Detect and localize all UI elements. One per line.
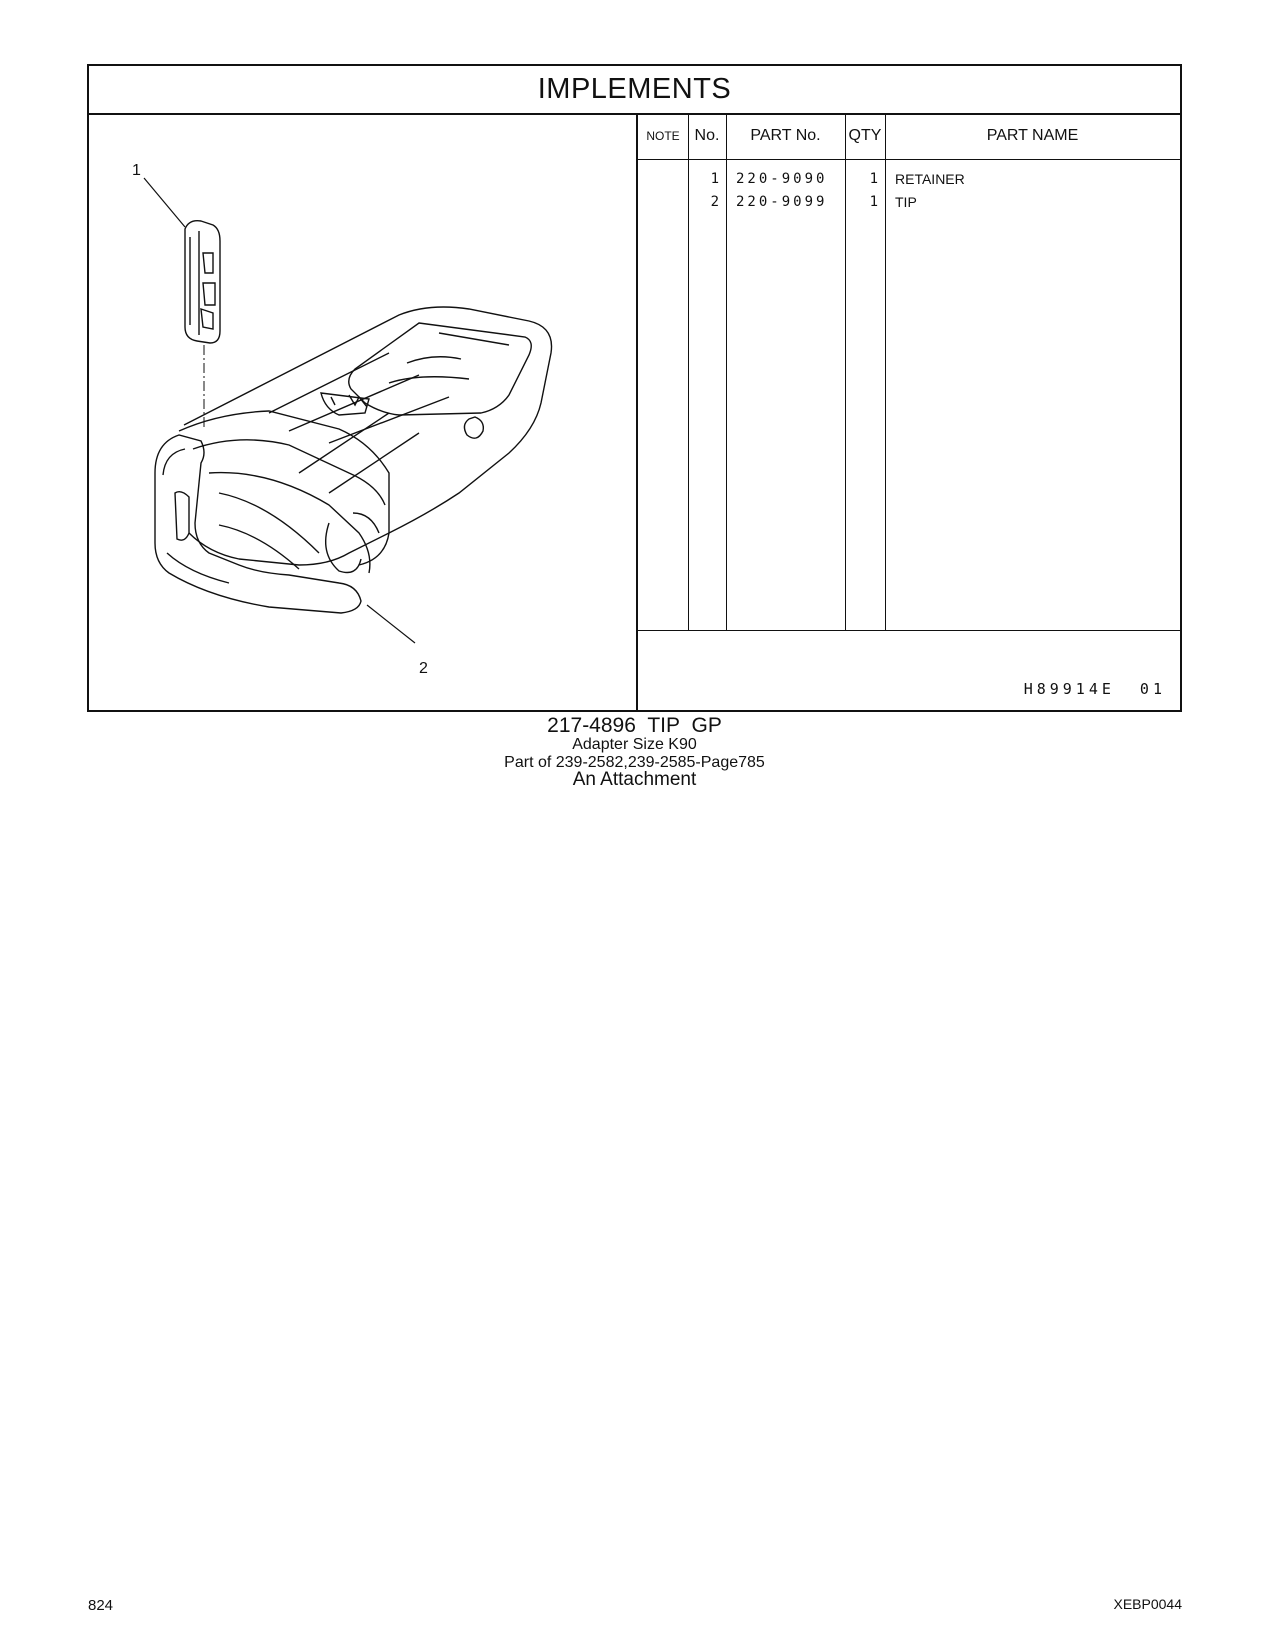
row-qty: 1 [869,171,878,187]
retainer-drawing [185,221,220,343]
row-note [638,191,688,213]
section-title: IMPLEMENTS [89,66,1180,115]
callout-1: 1 [132,162,141,179]
header-part-name: PART NAME [986,127,1079,144]
row-qty: 1 [869,194,878,210]
row-part-name: TIP [895,194,917,210]
parent-reference: Part of 239-2582,239-2585-Page785 [504,754,765,771]
parts-table [638,113,1180,710]
row-part-number: 220-9099 [736,194,828,210]
header-part-no: PART No. [750,127,821,144]
drawing-code: H89914E 01 [1023,680,1166,698]
page-number: 824 [88,1597,114,1614]
attachment-note: An Attachment [572,769,697,790]
group-title: 217-4896 TIP GP [547,714,722,737]
header-note: NOTE [646,129,680,143]
header-no: No. [694,127,720,144]
document-id: XEBP0044 [1113,1596,1182,1612]
parts-illustration [89,113,638,710]
header-qty: QTY [848,127,882,144]
tip-assembly-drawing [89,113,634,710]
row-ref-number: 2 [710,194,719,210]
parts-frame [87,64,1182,712]
adapter-size: Adapter Size K90 [572,736,697,753]
row-part-name: RETAINER [895,171,965,187]
row-note [638,168,688,190]
row-ref-number: 1 [710,171,719,187]
row-part-number: 220-9090 [736,171,828,187]
tip-body-drawing [155,307,552,613]
callout-2: 2 [419,660,428,677]
